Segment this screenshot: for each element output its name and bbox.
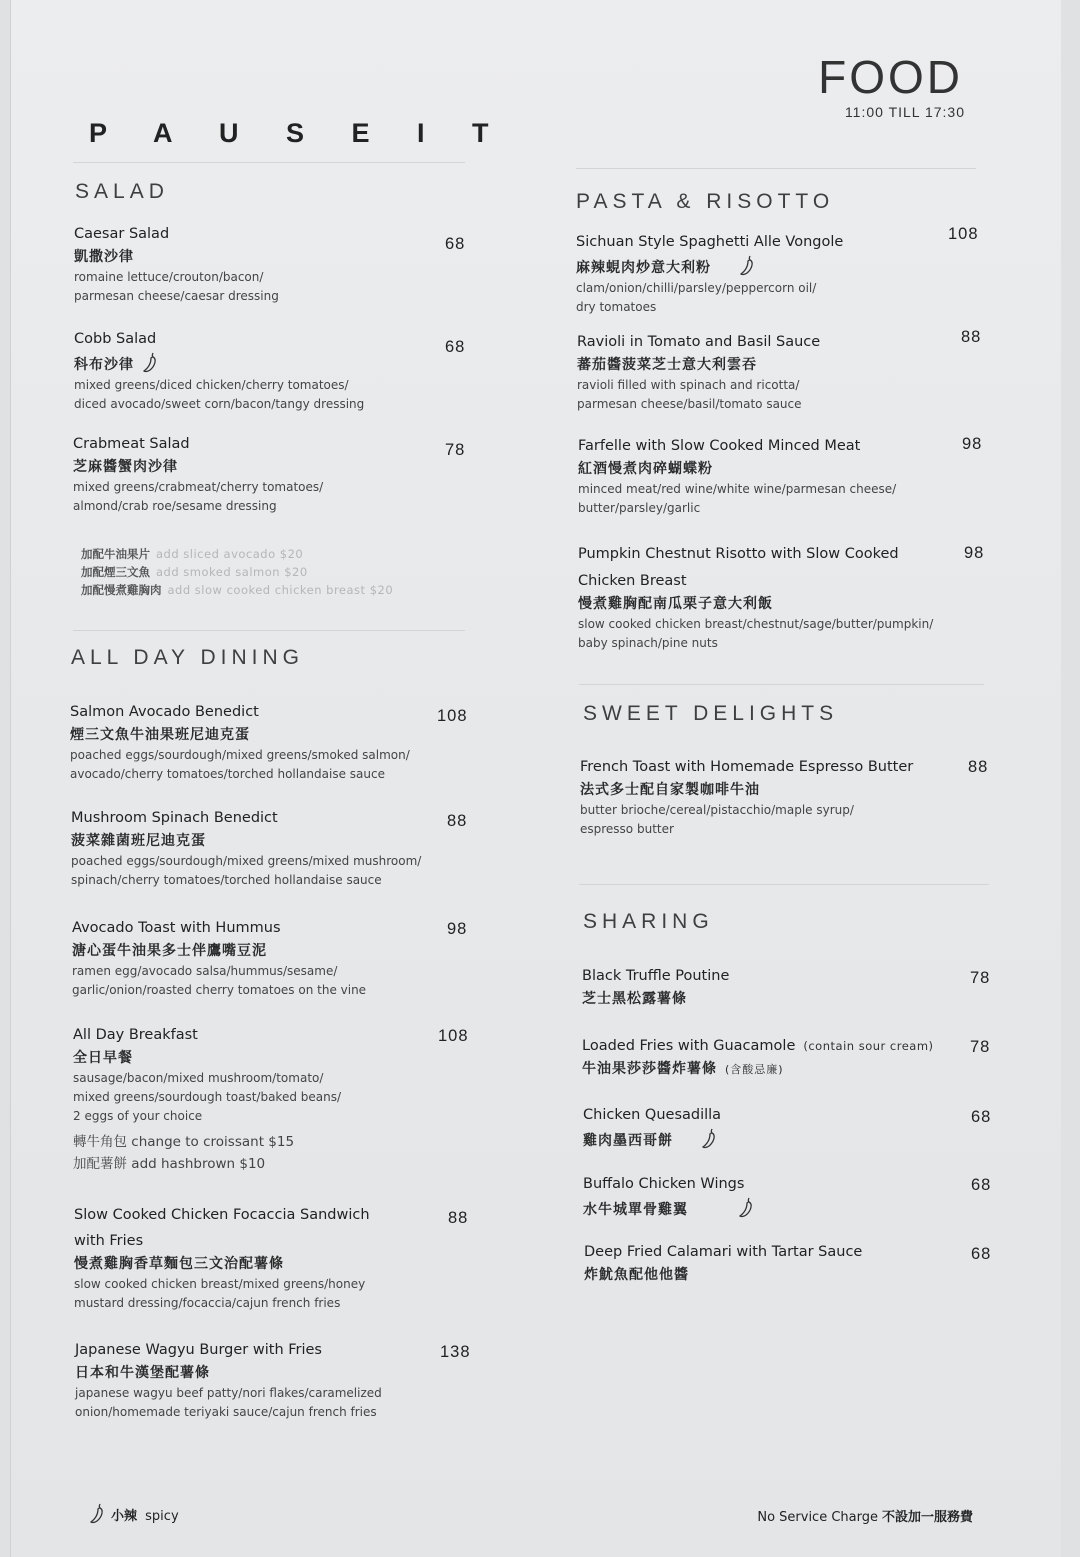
food-title: FOOD (818, 51, 963, 103)
item-price: 68 (971, 1245, 992, 1263)
item-name: Farfelle with Slow Cooked Minced Meat (578, 438, 861, 454)
item-description: 2 eggs of your choice (73, 1109, 203, 1123)
addon-row (81, 581, 393, 599)
item-price: 88 (447, 812, 468, 830)
item-name-zh: 紅酒慢煮肉碎蝴蝶粉 (578, 461, 713, 477)
item-name: French Toast with Homemade Espresso Butter (580, 759, 914, 775)
brand-name: P A U S E I T (89, 118, 509, 148)
item-price: 78 (445, 441, 466, 459)
item-name: Ravioli in Tomato and Basil Sauce (577, 334, 821, 350)
item-name-zh: 蕃茄醬菠菜芝士意大利雲吞 (577, 357, 757, 373)
item-description: almond/crab roe/sesame dressing (73, 499, 277, 513)
item-name-zh: 菠菜雜菌班尼迪克蛋 (71, 833, 206, 849)
item-description: mixed greens/crabmeat/cherry tomatoes/ (73, 480, 324, 494)
item-name-continued: with Fries (74, 1233, 144, 1249)
section-title-sweet-delights: SWEET DELIGHTS (583, 702, 839, 725)
addon-en: add sliced avocado $20 (156, 547, 304, 561)
item-price: 68 (445, 338, 466, 356)
item-description: espresso butter (580, 822, 674, 836)
item-option: 轉牛角包 change to croissant $15 (73, 1134, 295, 1150)
item-price: 98 (447, 920, 468, 938)
spicy-label-zh: 小辣 (111, 1509, 138, 1524)
item-price: 68 (971, 1108, 992, 1126)
item-price: 138 (440, 1343, 471, 1361)
menu-item (71, 806, 471, 890)
service-charge-note (757, 1506, 973, 1525)
menu-item (583, 1172, 973, 1221)
item-price: 78 (970, 969, 991, 987)
item-description: ramen egg/avocado salsa/hummus/sesame/ (72, 964, 338, 978)
item-name-zh: 芝麻醬蟹肉沙律 (73, 459, 178, 475)
item-name-zh: 全日早餐 (73, 1050, 133, 1066)
item-description: clam/onion/chilli/parsley/peppercorn oil/ (576, 281, 817, 295)
item-description: diced avocado/sweet corn/bacon/tangy dressing (74, 397, 365, 411)
item-description: spinach/cherry tomatoes/torched hollandaise sauce (71, 873, 382, 887)
item-description: butter/parsley/garlic (578, 501, 701, 515)
item-name-zh: 慢煮雞胸配南瓜栗子意大利飯 (578, 596, 773, 612)
item-name-zh: 凱撒沙律 (74, 249, 134, 265)
menu-item (584, 1240, 974, 1286)
item-name: Cobb Salad (74, 331, 157, 347)
item-name: Caesar Salad (74, 226, 170, 242)
addon-en: add slow cooked chicken breast $20 (167, 583, 394, 597)
item-description: minced meat/red wine/white wine/parmesan cheese/ (578, 482, 897, 496)
item-name-zh: 水牛城單骨雞翼 (583, 1202, 688, 1218)
menu-item (578, 542, 973, 653)
item-price: 68 (971, 1176, 992, 1194)
item-description: baby spinach/pine nuts (578, 636, 718, 650)
food-hours: 11:00 TILL 17:30 (844, 104, 965, 120)
item-description: dry tomatoes (576, 300, 657, 314)
item-name: Sichuan Style Spaghetti Alle Vongole (576, 234, 844, 250)
item-name: Salmon Avocado Benedict (70, 704, 259, 720)
item-description: slow cooked chicken breast/chestnut/sage/butter/pumpkin/ (578, 617, 934, 631)
item-description: parmesan cheese/caesar dressing (74, 289, 279, 303)
spicy-label-en: spicy (145, 1509, 179, 1524)
item-description: mixed greens/sourdough toast/baked beans/ (73, 1090, 342, 1104)
service-charge-en: No Service Charge (757, 1510, 878, 1525)
menu-item (70, 700, 470, 784)
item-name-zh: 煙三文魚牛油果班尼迪克蛋 (70, 727, 250, 743)
item-name-zh: 慢煮雞胸香草麵包三文治配薯條 (74, 1256, 284, 1272)
item-name: Avocado Toast with Hummus (72, 920, 281, 936)
menu-item (583, 1103, 973, 1152)
divider (579, 684, 984, 685)
item-note-zh: (含酸忌廉) (725, 1063, 784, 1076)
addon-zh: 加配牛油果片 (81, 547, 150, 561)
service-charge-zh: 不設加一服務費 (881, 1510, 973, 1525)
item-price: 68 (445, 235, 466, 253)
item-price: 98 (962, 435, 983, 453)
menu-item (580, 755, 970, 839)
divider (73, 630, 465, 631)
item-description: slow cooked chicken breast/mixed greens/honey (74, 1277, 366, 1291)
item-name: Deep Fried Calamari with Tartar Sauce (584, 1244, 863, 1260)
item-name: Chicken Quesadilla (583, 1107, 722, 1123)
chili-icon (142, 351, 160, 373)
item-description: garlic/onion/roasted cherry tomatoes on the vine (72, 983, 367, 997)
item-description: romaine lettuce/crouton/bacon/ (74, 270, 264, 284)
item-name-zh: 科布沙律 (74, 357, 134, 373)
item-price: 88 (448, 1209, 469, 1227)
item-name: Pumpkin Chestnut Risotto with Slow Cooked (578, 546, 899, 562)
menu-item (578, 434, 968, 518)
item-price: 108 (437, 707, 468, 725)
item-name: Japanese Wagyu Burger with Fries (75, 1342, 322, 1358)
divider (579, 884, 989, 885)
section-title-sharing: SHARING (583, 910, 714, 933)
addon-row (81, 563, 393, 581)
menu-item (576, 230, 956, 317)
item-description: parmesan cheese/basil/tomato sauce (577, 397, 802, 411)
menu-item (74, 222, 454, 306)
section-title-salad: SALAD (75, 180, 169, 203)
item-name-zh: 芝士黑松露薯條 (582, 991, 687, 1007)
divider (576, 168, 976, 169)
menu-item (582, 964, 972, 1010)
item-price: 88 (961, 328, 982, 346)
item-option: 加配薯餅 add hashbrown $10 (73, 1156, 266, 1172)
menu-item (73, 432, 453, 516)
item-description: mustard dressing/focaccia/cajun french fries (74, 1296, 341, 1310)
item-name-zh: 溏心蛋牛油果多士伴鷹嘴豆泥 (72, 943, 267, 959)
item-price: 98 (964, 544, 985, 562)
chili-icon (739, 254, 757, 276)
item-name-zh: 法式多士配自家製咖啡牛油 (580, 782, 760, 798)
menu-item (577, 330, 957, 414)
item-description: avocado/cherry tomatoes/torched hollandaise sauce (70, 767, 385, 781)
item-description: ravioli filled with spinach and ricotta/ (577, 378, 800, 392)
item-price: 108 (948, 225, 979, 243)
item-name-zh: 日本和牛漢堡配薯條 (75, 1365, 210, 1381)
item-name: Loaded Fries with Guacamole (582, 1038, 796, 1054)
addon-row (81, 545, 393, 563)
item-name: Black Truffle Poutine (582, 968, 730, 984)
item-description: onion/homemade teriyaki sauce/cajun french fries (75, 1405, 377, 1419)
chili-icon (738, 1196, 756, 1218)
salad-addons (81, 545, 393, 599)
menu-item (72, 916, 472, 1000)
item-name: Crabmeat Salad (73, 436, 190, 452)
addon-en: add smoked salmon $20 (156, 565, 308, 579)
item-description: japanese wagyu beef patty/nori flakes/caramelized (75, 1386, 382, 1400)
menu-item (73, 1023, 473, 1175)
item-note: (contain sour cream) (803, 1039, 934, 1053)
item-description: butter brioche/cereal/pistacchio/maple syrup/ (580, 803, 854, 817)
menu-item (75, 1338, 475, 1422)
item-description: mixed greens/diced chicken/cherry tomatoes/ (74, 378, 349, 392)
spicy-legend (89, 1502, 179, 1524)
chili-icon (89, 1502, 107, 1524)
item-price: 108 (438, 1027, 469, 1045)
item-price: 78 (970, 1038, 991, 1056)
addon-zh: 加配煙三文魚 (81, 565, 150, 579)
item-name: Slow Cooked Chicken Focaccia Sandwich (74, 1207, 370, 1223)
addon-zh: 加配慢煮雞胸肉 (81, 583, 162, 597)
item-name-zh: 牛油果莎莎醬炸薯條 (582, 1061, 717, 1077)
section-title-pasta-risotto: PASTA & RISOTTO (576, 190, 835, 213)
divider (73, 162, 465, 163)
item-price: 88 (968, 758, 989, 776)
item-description: poached eggs/sourdough/mixed greens/smoked salmon/ (70, 748, 410, 762)
chili-icon (701, 1127, 719, 1149)
item-name-zh: 炸魷魚配他他醬 (584, 1267, 689, 1283)
item-name-continued: Chicken Breast (578, 573, 687, 589)
item-name: Mushroom Spinach Benedict (71, 810, 278, 826)
item-name: All Day Breakfast (73, 1027, 198, 1043)
section-title-all-day-dining: ALL DAY DINING (71, 646, 304, 669)
item-name-zh: 雞肉墨西哥餅 (583, 1133, 673, 1149)
menu-item (74, 1203, 474, 1313)
item-description: poached eggs/sourdough/mixed greens/mixed mushroom/ (71, 854, 422, 868)
menu-page (10, 0, 1061, 1557)
item-name: Buffalo Chicken Wings (583, 1176, 745, 1192)
item-name-zh: 麻辣蜆肉炒意大利粉 (576, 260, 711, 276)
menu-item (74, 327, 454, 414)
item-description: sausage/bacon/mixed mushroom/tomato/ (73, 1071, 324, 1085)
menu-item (582, 1034, 972, 1081)
